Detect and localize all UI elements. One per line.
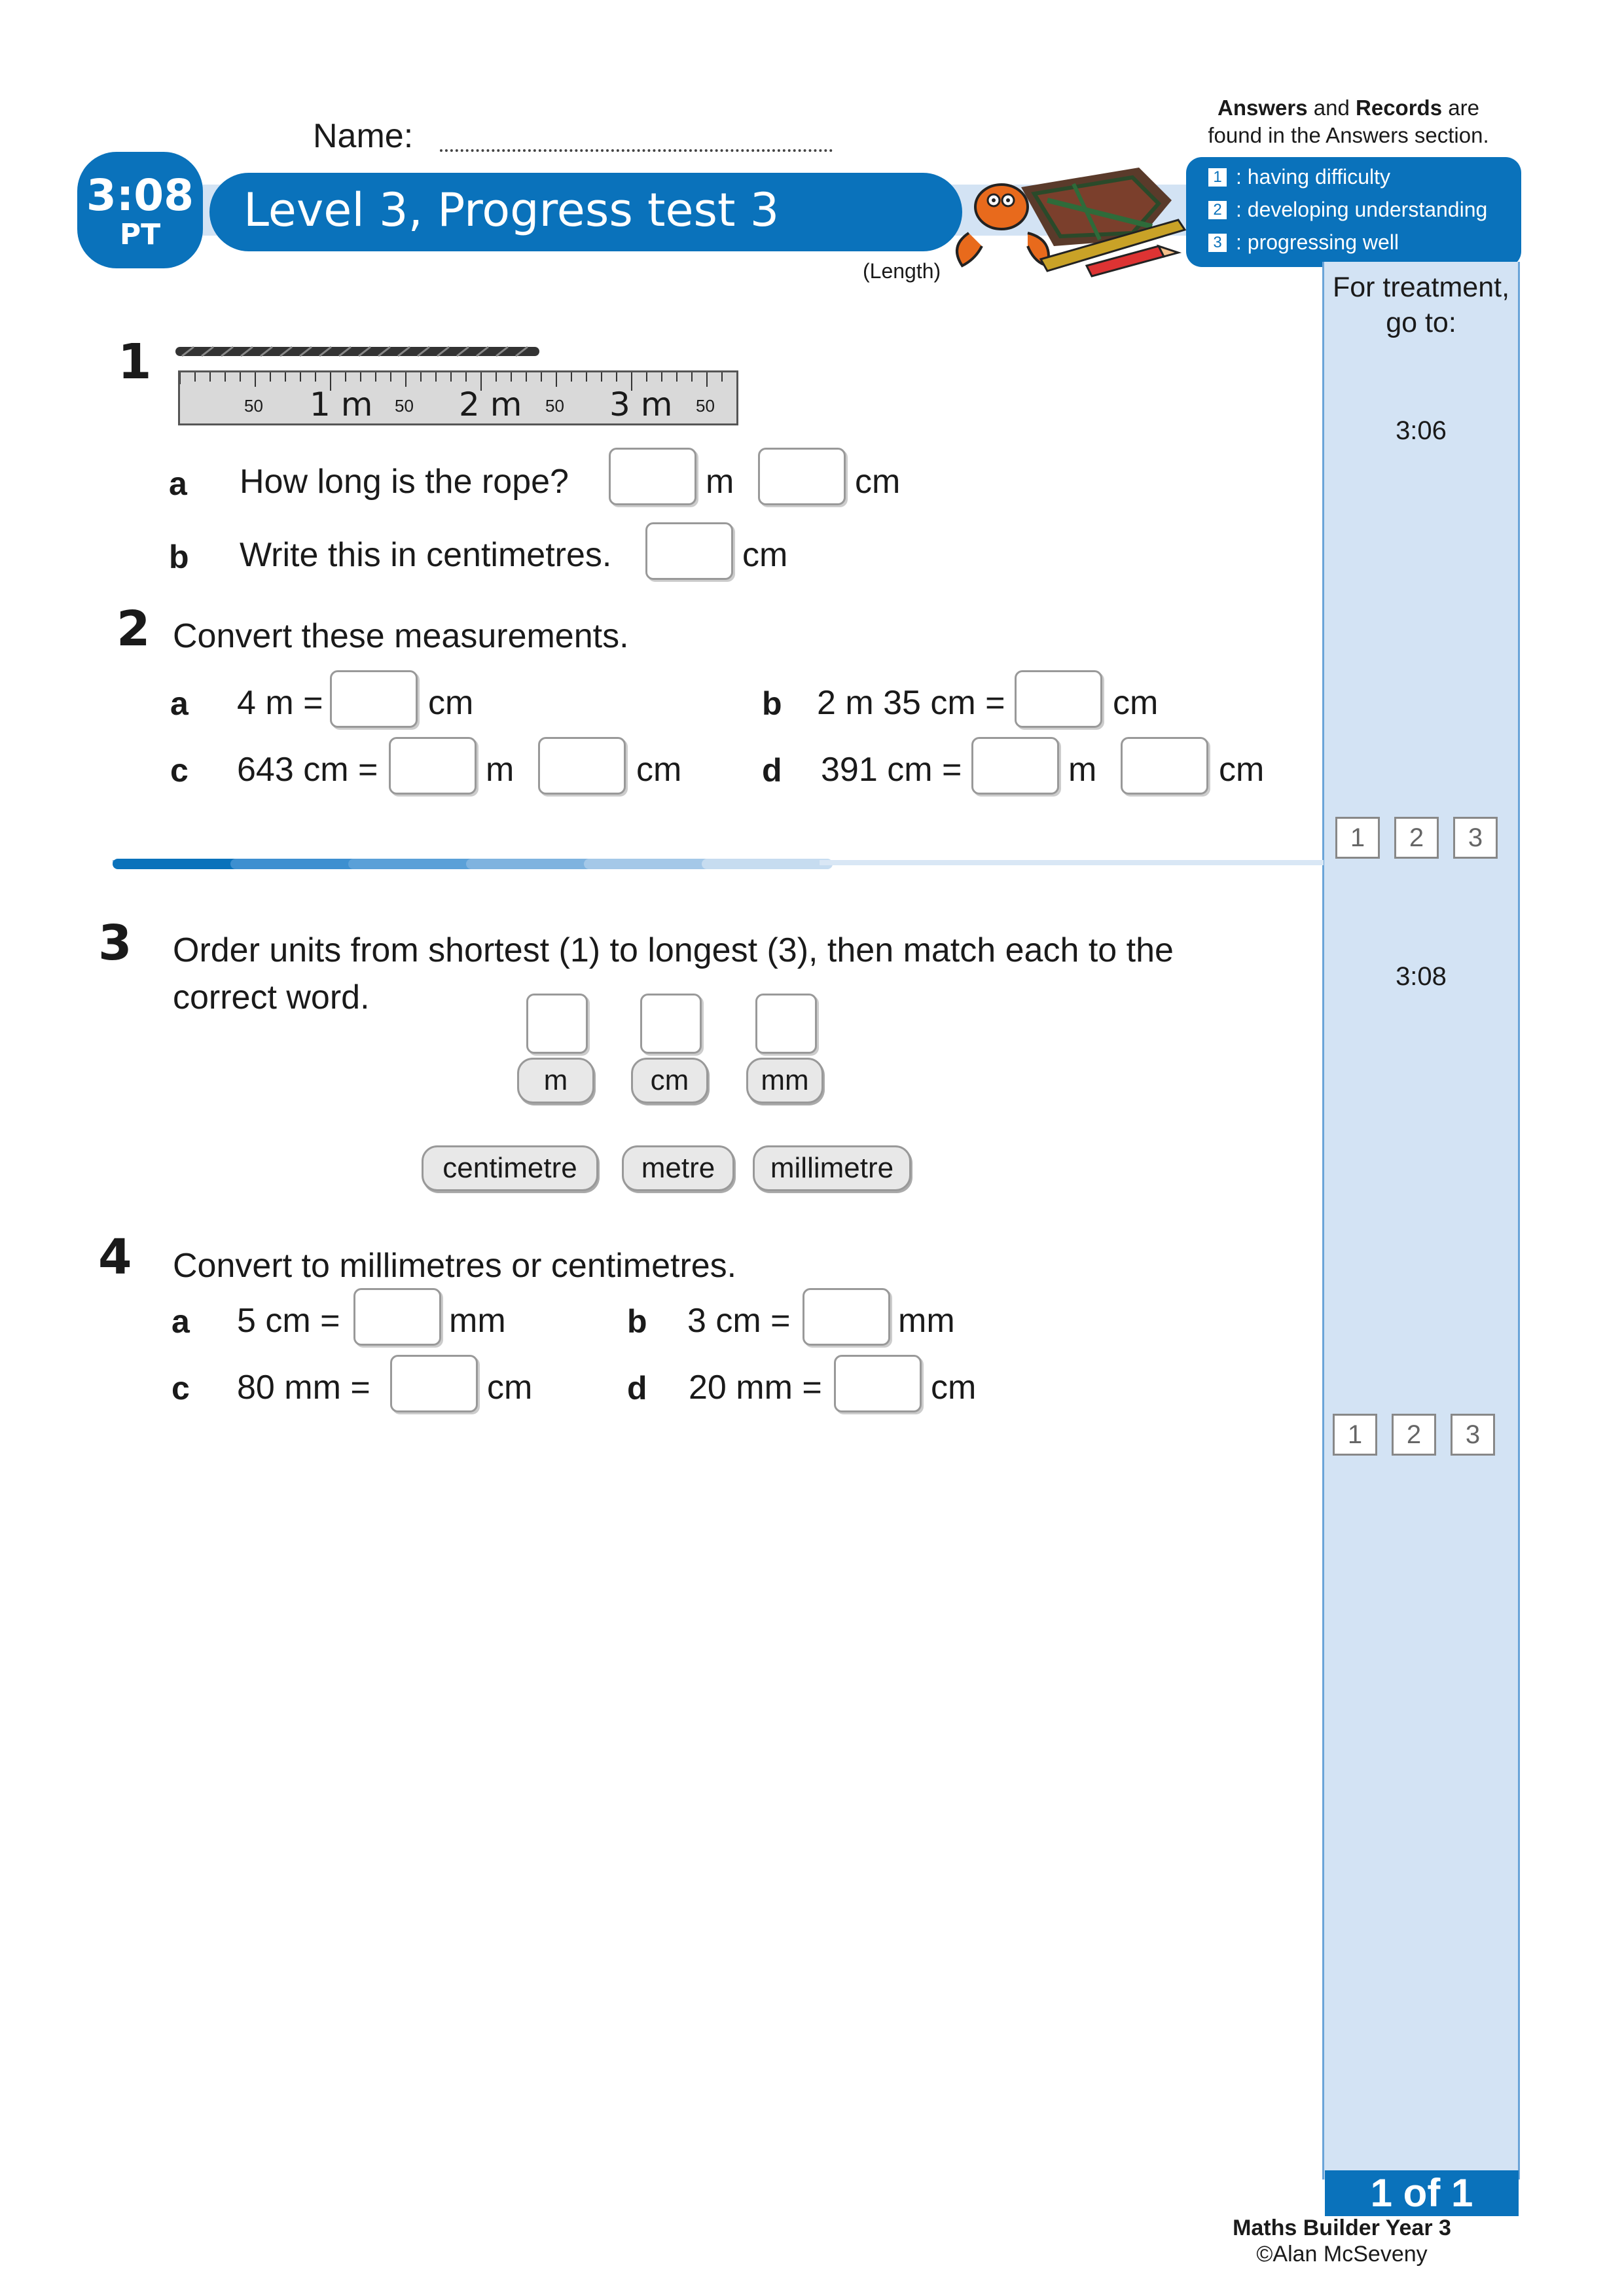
word-chip[interactable]: millimetre — [753, 1145, 911, 1191]
test-code-tab — [77, 152, 203, 268]
score-boxes-1 — [1335, 817, 1498, 859]
rope-icon — [175, 343, 542, 359]
answers-note — [1165, 94, 1532, 149]
question-number: 4 — [98, 1229, 132, 1285]
question-letter: a — [171, 1303, 190, 1340]
unit-label: cm — [1113, 684, 1159, 722]
treatment-ref-2: 3:08 — [1396, 962, 1447, 991]
legend-num: 3 — [1208, 234, 1227, 252]
question-number: 1 — [118, 334, 152, 390]
score-box[interactable]: 1 — [1333, 1414, 1377, 1456]
question-letter: b — [627, 1303, 647, 1340]
unit-chip[interactable]: m — [517, 1058, 594, 1103]
answer-box[interactable] — [1015, 670, 1102, 728]
legend-text: : progressing well — [1236, 230, 1399, 254]
question-letter: d — [762, 752, 782, 789]
legend-row — [1208, 198, 1487, 222]
and-word: and — [1307, 96, 1356, 120]
question-letter: a — [170, 685, 189, 722]
question-text: 20 mm = — [689, 1369, 822, 1407]
score-box[interactable]: 3 — [1453, 817, 1498, 859]
treatment-heading-line2: go to: — [1386, 307, 1456, 338]
question-text: 3 cm = — [687, 1302, 791, 1340]
ruler-label: 1 m — [310, 386, 373, 423]
test-code: 3:08 — [86, 170, 194, 221]
legend-text: : having difficulty — [1236, 165, 1390, 188]
unit-label: cm — [855, 463, 901, 501]
unit-label: m — [486, 751, 514, 789]
question-letter: b — [169, 539, 189, 575]
answer-box[interactable] — [609, 448, 696, 505]
ruler-label: 3 m — [609, 386, 673, 423]
question-prompt-line2: correct word. — [173, 978, 370, 1016]
book-title: Maths Builder Year 3 — [1233, 2215, 1451, 2240]
question-letter: c — [170, 752, 189, 789]
unit-label: cm — [487, 1369, 533, 1407]
question-letter: a — [169, 465, 187, 502]
ruler-label: 50 — [545, 396, 564, 416]
answer-box[interactable] — [330, 670, 418, 728]
order-box[interactable] — [640, 994, 702, 1054]
name-field[interactable] — [440, 149, 833, 152]
answer-box[interactable] — [538, 737, 626, 795]
answer-box[interactable] — [834, 1355, 922, 1412]
unit-label: cm — [931, 1369, 977, 1407]
question-text: 4 m = — [237, 684, 323, 722]
legend-num: 2 — [1208, 201, 1227, 219]
unit-label: cm — [636, 751, 682, 789]
question-letter: d — [627, 1370, 647, 1407]
legend-row — [1208, 165, 1390, 189]
legend-row — [1208, 230, 1399, 255]
unit-label: m — [1068, 751, 1097, 789]
ruler-label: 50 — [244, 396, 263, 416]
question-prompt-line1: Order units from shortest (1) to longest (3), then match each to the — [173, 931, 1174, 969]
question-letter: b — [762, 685, 782, 722]
name-label: Name: — [313, 117, 414, 155]
legend-num: 1 — [1208, 168, 1227, 187]
unit-label: cm — [1219, 751, 1265, 789]
unit-chip[interactable]: cm — [631, 1058, 708, 1103]
lobster-mascot-icon — [943, 154, 1191, 285]
footer — [1113, 2215, 1571, 2267]
answers-word: Answers — [1218, 96, 1308, 120]
question-text: Write this in centimetres. — [240, 536, 612, 574]
score-box[interactable]: 1 — [1335, 817, 1380, 859]
question-text: 391 cm = — [821, 751, 962, 789]
answer-box[interactable] — [971, 737, 1059, 795]
question-text: 643 cm = — [237, 751, 378, 789]
question-text: How long is the rope? — [240, 463, 569, 501]
score-box[interactable]: 2 — [1392, 1414, 1436, 1456]
score-box[interactable]: 2 — [1394, 817, 1439, 859]
page-title: Level 3, Progress test 3 — [244, 183, 780, 237]
order-box[interactable] — [755, 994, 817, 1054]
legend-text: : developing understanding — [1236, 198, 1488, 221]
treatment-ref-1: 3:06 — [1396, 416, 1447, 445]
unit-label: cm — [742, 536, 788, 574]
ruler-label: 50 — [696, 396, 715, 416]
question-text: 5 cm = — [237, 1302, 340, 1340]
section-divider — [113, 857, 1324, 870]
answer-box[interactable] — [1121, 737, 1208, 795]
page-indicator: 1 of 1 — [1325, 2170, 1519, 2216]
treatment-heading-line1: For treatment, — [1332, 272, 1510, 303]
score-boxes-2 — [1333, 1414, 1495, 1456]
unit-label: m — [706, 463, 734, 501]
word-chip[interactable]: centimetre — [422, 1145, 598, 1191]
unit-label: mm — [449, 1302, 506, 1340]
question-prompt: Convert to millimetres or centimetres. — [173, 1247, 737, 1285]
answer-box[interactable] — [758, 448, 846, 505]
answer-box[interactable] — [803, 1288, 890, 1346]
page-subtitle: (Length) — [863, 259, 941, 283]
answer-box[interactable] — [645, 522, 733, 580]
ruler — [178, 370, 738, 425]
treatment-heading — [1322, 270, 1520, 340]
question-text: 2 m 35 cm = — [817, 684, 1005, 722]
order-box[interactable] — [526, 994, 588, 1054]
question-number: 3 — [98, 915, 132, 971]
treatment-column — [1322, 262, 1520, 2179]
answer-box[interactable] — [390, 1355, 478, 1412]
word-chip[interactable]: metre — [622, 1145, 734, 1191]
question-letter: c — [171, 1370, 190, 1407]
test-code-sub: PT — [119, 218, 161, 251]
question-text: 80 mm = — [237, 1369, 370, 1407]
ruler-label: 2 m — [459, 386, 522, 423]
unit-label: cm — [428, 684, 474, 722]
question-prompt: Convert these measurements. — [173, 617, 629, 655]
question-number: 2 — [117, 601, 151, 657]
copyright: ©Alan McSeveny — [1256, 2242, 1428, 2267]
unit-label: mm — [898, 1302, 955, 1340]
answers-note-line2: found in the Answers section. — [1208, 123, 1489, 147]
score-box[interactable]: 3 — [1451, 1414, 1495, 1456]
are-word: are — [1442, 96, 1479, 120]
answer-box[interactable] — [389, 737, 477, 795]
answer-box[interactable] — [353, 1288, 441, 1346]
progress-legend — [1186, 157, 1521, 267]
unit-chip[interactable]: mm — [746, 1058, 823, 1103]
ruler-label: 50 — [395, 396, 414, 416]
records-word: Records — [1356, 96, 1443, 120]
